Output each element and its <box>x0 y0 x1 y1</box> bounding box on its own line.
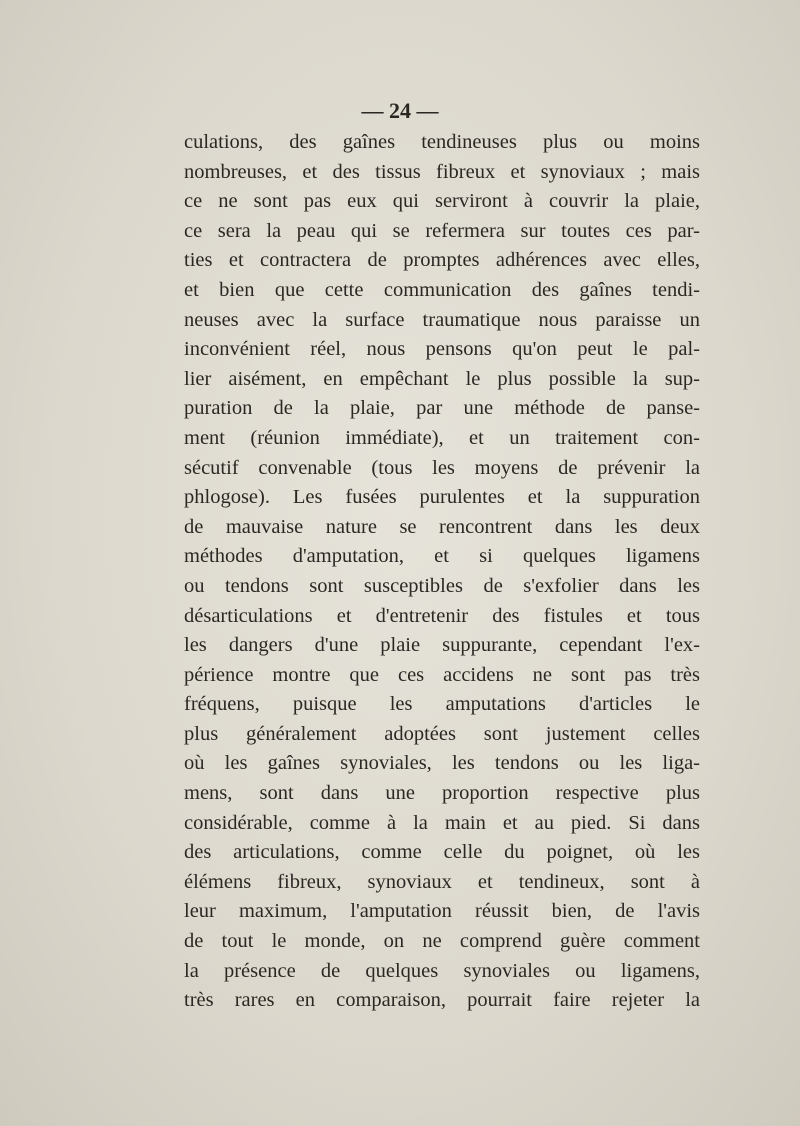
text-line: culations, des gaînes tendineuses plus ou moins <box>184 131 700 153</box>
text-line: la présence de quelques synoviales ou ligamens, <box>184 959 700 982</box>
text-line: nombreuses, et des tissus fibreux et synoviaux ; mais <box>184 160 700 183</box>
text-line: leur maximum, l'amputation réussit bien, de l'avis <box>184 900 700 923</box>
text-line: ou tendons sont susceptibles de s'exfolier dans les <box>184 574 700 597</box>
text-line: sécutif convenable (tous les moyens de prévenir la <box>184 456 700 479</box>
text-line: ce sera la peau qui se refermera sur toutes ces par- <box>184 219 700 242</box>
text-line: neuses avec la surface traumatique nous paraisse un <box>184 308 700 331</box>
text-line: fréquens, puisque les amputations d'articles le <box>184 693 700 716</box>
text-line: où les gaînes synoviales, les tendons ou les liga- <box>184 752 700 775</box>
text-line: élémens fibreux, synoviaux et tendineux, sont à <box>184 870 700 893</box>
text-line: ment (réunion immédiate), et un traitement con- <box>184 426 700 449</box>
text-line: périence montre que ces accidens ne sont pas très <box>184 663 700 686</box>
text-line: ce ne sont pas eux qui serviront à couvrir la plaie, <box>184 190 700 213</box>
text-line: considérable, comme à la main et au pied. Si dans <box>184 811 700 834</box>
text-line: inconvénient réel, nous pensons qu'on peut le pal- <box>184 338 700 361</box>
text-line: phlogose). Les fusées purulentes et la suppuration <box>184 486 700 509</box>
text-line: ties et contractera de promptes adhérences avec elles, <box>184 249 700 272</box>
text-line: des articulations, comme celle du poignet, où les <box>184 841 700 864</box>
text-line: plus généralement adoptées sont justement celles <box>184 722 700 745</box>
text-line: et bien que cette communication des gaînes tendi- <box>184 278 700 301</box>
text-line: de mauvaise nature se rencontrent dans les deux <box>184 515 700 538</box>
body-text <box>184 128 700 1016</box>
text-line: désarticulations et d'entretenir des fistules et tous <box>184 604 700 627</box>
text-line: mens, sont dans une proportion respective plus <box>184 782 700 805</box>
text-line: puration de la plaie, par une méthode de panse- <box>184 397 700 420</box>
text-line: de tout le monde, on ne comprend guère comment <box>184 930 700 953</box>
text-line: lier aisément, en empêchant le plus possible la sup- <box>184 367 700 390</box>
text-line: méthodes d'amputation, et si quelques ligamens <box>184 545 700 568</box>
text-line: très rares en comparaison, pourrait faire rejeter la <box>184 989 700 1012</box>
text-line: les dangers d'une plaie suppurante, cependant l'ex- <box>184 634 700 657</box>
page-number: — 24 — <box>361 98 439 123</box>
